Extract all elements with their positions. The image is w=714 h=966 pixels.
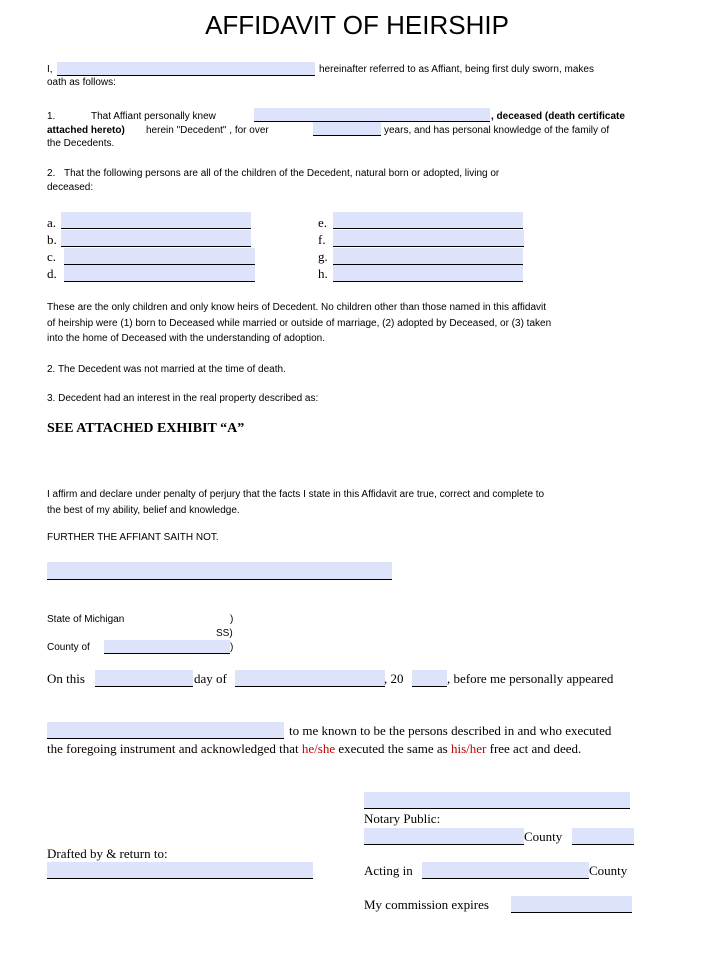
page-title: AFFIDAVIT OF HEIRSHIP [205,10,509,40]
p1-text-a: That Affiant personally knew [91,111,216,122]
p1-line2-b: years, and has personal knowledge of the family of [384,125,610,136]
child-h-field[interactable] [333,265,523,282]
decedent-name-field[interactable] [254,108,490,122]
commission-expires-field[interactable] [511,896,632,913]
child-label-c: c. [47,249,57,264]
ack-l2-b: executed the same as [338,741,448,756]
statement-2: 2. The Decedent was not married at the time of death. [47,364,286,375]
drafted-by-field[interactable] [47,862,313,879]
years-field[interactable] [313,122,381,136]
ack-year-field[interactable] [412,670,447,687]
venue-paren2: ) [230,642,234,653]
p1-number: 1. [47,111,56,122]
child-label-h: h. [318,266,328,281]
child-c-field[interactable] [64,248,255,265]
ack-day-of: day of [194,671,227,686]
notary-county-label: County [524,829,563,844]
notary-name-field[interactable] [364,828,524,845]
p2-line1: That the following persons are all of the children of the Decedent, natural born or adopted, living or [64,168,500,179]
ack-person-field[interactable] [47,722,284,739]
affiant-signature-field[interactable] [47,562,392,580]
p1-text-b: , deceased (death certificate [491,111,625,122]
notary-public-label: Notary Public: [364,811,441,826]
ack-l2-possessive: his/her [450,741,487,756]
child-label-b: b. [47,232,57,247]
notary-county-field[interactable] [572,828,634,845]
ack-before-me: , before me personally appeared [447,671,614,686]
ack-comma-20: , 20 [384,671,404,686]
ack-l2-c: free act and deed. [489,741,582,756]
venue-county-label: County of [47,642,90,653]
p1-line2-a: herein "Decedent" , for over [146,125,269,136]
affirm-line1: I affirm and declare under penalty of perjury that the facts I state in this Affidavit are true, correct and complete to [47,489,545,500]
child-g-field[interactable] [333,248,523,265]
child-label-f: f. [318,232,326,247]
ack-month-field[interactable] [235,670,385,687]
child-a-field[interactable] [61,212,251,229]
ack-line2 [47,741,581,756]
ack-on-this: On this [47,671,85,686]
venue-paren1: ) [230,614,234,625]
intro-line2: oath as follows: [47,77,116,88]
further-affiant: FURTHER THE AFFIANT SAITH NOT. [47,532,219,543]
child-label-a: a. [47,215,57,230]
p1-line3: the Decedents. [47,138,115,149]
affiant-name-field[interactable] [57,62,315,76]
child-label-d: d. [47,266,57,281]
only-children-line3: into the home of Deceased with the understanding of adoption. [47,333,325,344]
child-d-field[interactable] [64,265,255,282]
ack-day-field[interactable] [95,670,193,687]
p2-line2: deceased: [47,182,94,193]
child-label-e: e. [318,215,328,230]
child-label-g: g. [318,249,328,264]
drafted-label: Drafted by & return to: [47,846,168,861]
notary-signature-field[interactable] [364,792,630,809]
venue-county-field[interactable] [104,640,230,654]
venue-state: State of Michigan [47,614,125,625]
acting-in-label: Acting in [364,863,413,878]
child-e-field[interactable] [333,212,523,229]
p1-line2-bold: attached hereto) [47,125,125,136]
only-children-line1: These are the only children and only know heirs of Decedent. No children other than those named in this affidavit [47,302,546,313]
child-f-field[interactable] [333,230,524,247]
only-children-line2: of heirship were (1) born to Deceased while married or outside of marriage, (2) adopted by Deceased, or (3) taken [47,318,552,329]
commission-expires-label: My commission expires [364,897,489,912]
child-b-field[interactable] [61,230,251,247]
p2-number: 2. [47,168,56,179]
exhibit-heading: SEE ATTACHED EXHIBIT “A” [47,421,245,436]
ack-l2-a: the foregoing instrument and acknowledged that [47,741,299,756]
ack-to-me: to me known to be the persons described in and who executed [289,723,612,738]
intro-suffix: hereinafter referred to as Affiant, being first duly sworn, makes [319,64,594,75]
statement-3: 3. Decedent had an interest in the real property described as: [47,393,319,404]
acting-county-label: County [589,863,628,878]
venue-ss: SS) [216,628,233,639]
acting-in-field[interactable] [422,862,589,879]
intro-prefix: I, [47,64,53,75]
ack-l2-pronoun: he/she [301,741,336,756]
affirm-line2: the best of my ability, belief and knowledge. [47,505,240,516]
